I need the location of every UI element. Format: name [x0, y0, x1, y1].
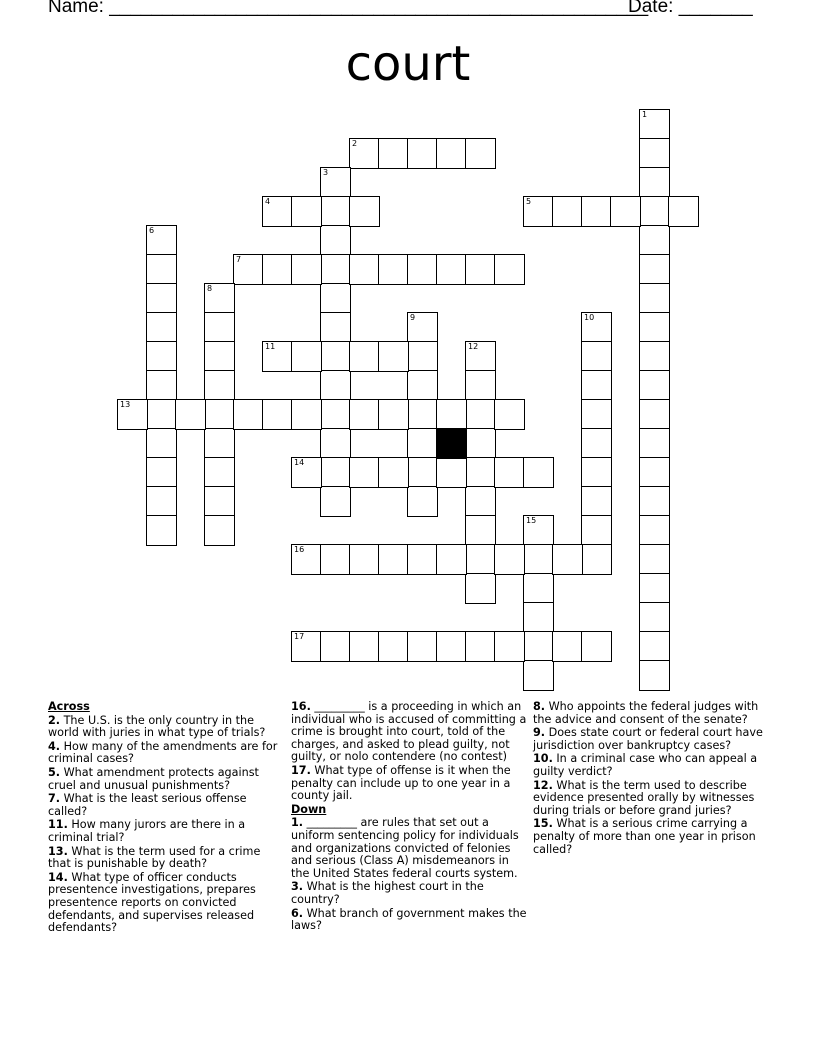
grid-cell[interactable] [465, 254, 496, 285]
grid-cell[interactable] [639, 254, 670, 285]
date-field[interactable]: Date: _______ [628, 0, 753, 17]
grid-cell[interactable] [204, 428, 235, 459]
grid-cell[interactable] [204, 515, 235, 546]
grid-cell[interactable] [639, 515, 670, 546]
clue-number-label: 7 [236, 255, 242, 264]
clue-text: What is the highest court in the country? [291, 880, 484, 906]
grid-cell[interactable] [146, 341, 177, 372]
clue-number-label: 11 [265, 342, 276, 351]
clue-across-5 [48, 767, 280, 792]
grid-cell[interactable] [465, 399, 496, 430]
grid-cell[interactable] [465, 573, 496, 604]
grid-cell[interactable] [581, 631, 612, 662]
grid-cell[interactable] [465, 341, 496, 372]
clue-number: 16. [291, 700, 311, 713]
grid-cell[interactable] [639, 544, 670, 575]
grid-cell[interactable] [378, 341, 409, 372]
grid-cell[interactable] [233, 254, 264, 285]
clue-text: What is the least serious offense called? [48, 792, 247, 818]
grid-cell[interactable] [639, 109, 670, 140]
clues-column-3 [533, 701, 769, 857]
grid-cell[interactable] [610, 196, 641, 227]
grid-cell[interactable] [639, 225, 670, 256]
grid-cell[interactable] [465, 515, 496, 546]
clue-number: 3. [291, 880, 304, 894]
grid-cell[interactable] [581, 457, 612, 488]
clue-number: 9. [533, 726, 546, 740]
clue-across-16 [291, 701, 527, 764]
grid-cell[interactable] [349, 631, 380, 662]
grid-cell[interactable] [639, 631, 670, 662]
clue-text: _________ is a proceeding in which an individual who is accused of committing a crime is brought into court, told of the charges, and asked to plead guilty, not guilty, or nolo contendere (no contest) [291, 700, 527, 764]
grid-cell[interactable] [639, 486, 670, 517]
grid-cell[interactable] [465, 370, 496, 401]
grid-cell[interactable] [204, 341, 235, 372]
grid-cell[interactable] [668, 196, 699, 227]
grid-cell[interactable] [320, 283, 351, 314]
grid-cell[interactable] [262, 254, 293, 285]
grid-cell[interactable] [378, 544, 409, 575]
grid-cell[interactable] [581, 544, 612, 575]
grid-cell[interactable] [146, 457, 177, 488]
grid-cell[interactable] [639, 196, 670, 227]
grid-cell[interactable] [436, 254, 467, 285]
clue-text: Does state court or federal court have jurisdiction over bankruptcy cases? [533, 726, 763, 752]
grid-cell[interactable] [639, 660, 670, 691]
grid-cell[interactable] [407, 312, 438, 343]
grid-cell[interactable] [378, 254, 409, 285]
clue-number: 11. [48, 818, 68, 832]
grid-cell[interactable] [204, 486, 235, 517]
grid-cell[interactable] [523, 196, 554, 227]
grid-cell[interactable] [407, 631, 438, 662]
clue-number: 10. [533, 752, 553, 766]
grid-cell[interactable] [175, 399, 206, 430]
grid-cell[interactable] [436, 138, 467, 169]
grid-cell[interactable] [146, 399, 177, 430]
grid-cell[interactable] [320, 399, 351, 430]
grid-cell[interactable] [581, 312, 612, 343]
grid-cell[interactable] [407, 399, 438, 430]
grid-cell[interactable] [639, 341, 670, 372]
clue-number: 5. [48, 765, 61, 779]
grid-cell[interactable] [494, 631, 525, 662]
grid-cell[interactable] [639, 167, 670, 198]
grid-cell[interactable] [581, 515, 612, 546]
clue-number-label: 4 [265, 197, 271, 206]
grid-cell[interactable] [407, 428, 438, 459]
grid-cell[interactable] [204, 312, 235, 343]
clue-across-14 [48, 872, 280, 935]
grid-cell[interactable] [204, 457, 235, 488]
grid-cell[interactable] [349, 196, 380, 227]
clue-text: The U.S. is the only country in the world with juries in what type of trials? [48, 713, 266, 740]
clue-number: 14. [48, 870, 68, 884]
clue-number-label: 1 [642, 110, 648, 119]
grid-cell[interactable] [349, 457, 380, 488]
grid-cell[interactable] [523, 631, 554, 662]
grid-cell[interactable] [639, 370, 670, 401]
clue-number: 12. [533, 778, 553, 792]
grid-cell[interactable] [407, 254, 438, 285]
grid-cell[interactable] [465, 457, 496, 488]
grid-cell[interactable] [436, 631, 467, 662]
grid-cell[interactable] [523, 660, 554, 691]
grid-cell[interactable] [320, 167, 351, 198]
grid-cell[interactable] [349, 544, 380, 575]
clue-number-label: 10 [584, 313, 595, 322]
grid-cell[interactable] [349, 399, 380, 430]
grid-cell[interactable] [494, 457, 525, 488]
clue-across-13 [48, 846, 280, 871]
clue-number: 13. [48, 844, 68, 858]
grid-cell[interactable] [639, 138, 670, 169]
grid-cell[interactable] [552, 631, 583, 662]
grid-cell[interactable] [378, 631, 409, 662]
grid-cell[interactable] [233, 399, 264, 430]
clue-text: How many jurors are there in a criminal trial? [48, 818, 246, 844]
grid-cell[interactable] [291, 196, 322, 227]
grid-cell[interactable] [407, 370, 438, 401]
clue-number-label: 2 [352, 139, 358, 148]
clue-down-8 [533, 701, 769, 726]
grid-cell[interactable] [146, 225, 177, 256]
clue-number: 1. [291, 816, 304, 830]
clue-down-6 [291, 908, 527, 933]
clue-number-label: 5 [526, 197, 532, 206]
clue-number-label: 13 [120, 400, 131, 409]
clue-text: What is the term used for a crime that is punishable by death? [48, 844, 261, 871]
grid-cell[interactable] [320, 428, 351, 459]
grid-cell[interactable] [146, 283, 177, 314]
grid-cell[interactable] [291, 341, 322, 372]
grid-cell[interactable] [349, 341, 380, 372]
grid-cell[interactable] [465, 631, 496, 662]
grid-cell[interactable] [204, 283, 235, 314]
clue-text: Who appoints the federal judges with the advice and consent of the senate? [533, 700, 759, 726]
grid-cell[interactable] [523, 457, 554, 488]
grid-cell[interactable] [639, 602, 670, 633]
grid-cell[interactable] [523, 544, 554, 575]
clues-column-1 [48, 701, 280, 936]
clue-across-7 [48, 793, 280, 818]
grid-cell[interactable] [320, 631, 351, 662]
grid-cell[interactable] [581, 428, 612, 459]
across-heading: Across [48, 700, 90, 713]
clue-number-label: 12 [468, 342, 479, 351]
grid-cell[interactable] [320, 544, 351, 575]
grid-cell[interactable] [581, 196, 612, 227]
grid-cell[interactable] [465, 138, 496, 169]
clue-number-label: 15 [526, 516, 537, 525]
grid-cell[interactable] [639, 312, 670, 343]
grid-cell[interactable] [146, 254, 177, 285]
grid-cell[interactable] [262, 196, 293, 227]
grid-cell[interactable] [639, 283, 670, 314]
grid-cell[interactable] [117, 399, 148, 430]
clue-number: 7. [48, 792, 61, 806]
grid-cell[interactable] [320, 341, 351, 372]
grid-cell[interactable] [349, 254, 380, 285]
page-title: court [345, 36, 471, 92]
grid-cell[interactable] [146, 312, 177, 343]
clue-text: What is a serious crime carrying a penalty of more than one year in prison called? [533, 817, 756, 856]
clues-column-2 [291, 701, 527, 934]
grid-cell[interactable] [639, 457, 670, 488]
grid-cell[interactable] [378, 457, 409, 488]
grid-cell[interactable] [465, 486, 496, 517]
grid-cell[interactable] [639, 428, 670, 459]
clue-number: 2. [48, 713, 61, 727]
grid-cell[interactable] [320, 225, 351, 256]
grid-cell[interactable] [494, 544, 525, 575]
grid-cell[interactable] [436, 399, 467, 430]
grid-cell[interactable] [146, 515, 177, 546]
grid-cell[interactable] [581, 486, 612, 517]
clue-number: 8. [533, 700, 546, 713]
grid-cell[interactable] [407, 457, 438, 488]
clue-down-9 [533, 727, 769, 752]
clue-number-label: 16 [294, 545, 305, 554]
grid-cell[interactable] [146, 486, 177, 517]
grid-cell[interactable] [581, 341, 612, 372]
clue-text: What branch of government makes the laws? [291, 906, 527, 933]
grid-cell[interactable] [523, 515, 554, 546]
grid-cell[interactable] [262, 341, 293, 372]
grid-cell[interactable] [407, 341, 438, 372]
clue-text: What type of offense is it when the penalty can include up to one year in a county jail. [291, 763, 511, 803]
clue-number: 15. [533, 817, 553, 831]
grid-cell[interactable] [291, 399, 322, 430]
clue-number: 17. [291, 763, 311, 777]
grid-cell[interactable] [494, 399, 525, 430]
grid-cell[interactable] [262, 399, 293, 430]
clue-text: How many of the amendments are for criminal cases? [48, 739, 278, 766]
clue-text: What type of officer conducts presentence investigations, prepares presentence reports on convicted defendants, and supervises released defendants? [48, 870, 256, 935]
grid-cell[interactable] [436, 544, 467, 575]
grid-cell[interactable] [378, 399, 409, 430]
grid-cell[interactable] [291, 254, 322, 285]
clue-number: 4. [48, 739, 61, 753]
grid-cell[interactable] [639, 573, 670, 604]
grid-cell[interactable] [436, 457, 467, 488]
clue-text: _________ are rules that set out a uniform sentencing policy for individuals and organizations convicted of felonies and serious (Class A) misdemeanors in the United States federal courts system. [291, 816, 519, 880]
grid-cell[interactable] [523, 602, 554, 633]
clue-down-10 [533, 753, 769, 778]
grid-cell[interactable] [465, 428, 496, 459]
grid-cell[interactable] [320, 370, 351, 401]
black-cell [436, 428, 467, 459]
grid-cell[interactable] [407, 544, 438, 575]
grid-cell[interactable] [407, 486, 438, 517]
grid-cell[interactable] [320, 196, 351, 227]
clue-text: What is the term used to describe evidence presented orally by witnesses during trials or before grand juries? [533, 778, 755, 817]
clue-number-label: 3 [323, 168, 329, 177]
grid-cell[interactable] [204, 370, 235, 401]
grid-cell[interactable] [291, 457, 322, 488]
clue-across-11 [48, 819, 280, 844]
clue-number-label: 14 [294, 458, 305, 467]
clue-number-label: 9 [410, 313, 416, 322]
grid-cell[interactable] [407, 138, 438, 169]
grid-cell[interactable] [523, 573, 554, 604]
down-heading: Down [291, 802, 327, 816]
grid-cell[interactable] [291, 544, 322, 575]
grid-cell[interactable] [378, 138, 409, 169]
clue-down-1 [291, 817, 527, 880]
grid-cell[interactable] [320, 457, 351, 488]
grid-cell[interactable] [204, 399, 235, 430]
clue-number-label: 8 [207, 284, 213, 293]
clue-across-17 [291, 765, 527, 803]
clue-number-label: 17 [294, 632, 305, 641]
grid-cell[interactable] [146, 370, 177, 401]
grid-cell[interactable] [146, 428, 177, 459]
grid-cell[interactable] [552, 196, 583, 227]
clue-down-15 [533, 818, 769, 856]
clue-across-2 [48, 715, 280, 740]
grid-cell[interactable] [320, 312, 351, 343]
clue-text: In a criminal case who can appeal a guilty verdict? [533, 752, 758, 778]
grid-cell[interactable] [494, 254, 525, 285]
grid-cell[interactable] [349, 138, 380, 169]
grid-cell[interactable] [581, 370, 612, 401]
clue-across-4 [48, 741, 280, 766]
name-field[interactable]: Name: ___________________________________________________ [48, 0, 649, 17]
grid-cell[interactable] [320, 254, 351, 285]
clue-number: 6. [291, 906, 304, 920]
grid-cell[interactable] [320, 486, 351, 517]
grid-cell[interactable] [552, 544, 583, 575]
clue-number-label: 6 [149, 226, 155, 235]
grid-cell[interactable] [639, 399, 670, 430]
clue-down-12 [533, 780, 769, 818]
grid-cell[interactable] [291, 631, 322, 662]
clue-text: What amendment protects against cruel and unusual punishments? [48, 765, 259, 792]
grid-cell[interactable] [465, 544, 496, 575]
grid-cell[interactable] [581, 399, 612, 430]
clue-down-3 [291, 881, 527, 906]
